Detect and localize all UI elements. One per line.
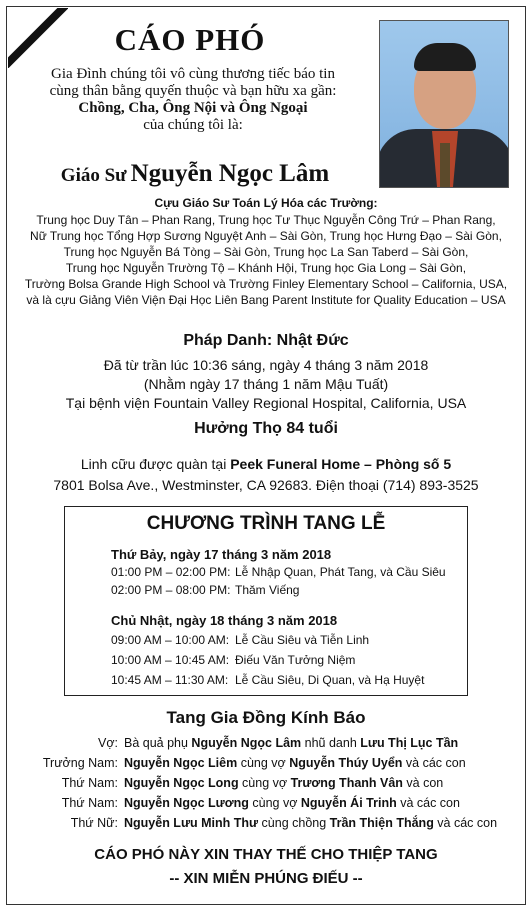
passing-line: Đã từ trần lúc 10:36 sáng, ngày 4 tháng 3 năm 2018 [103,357,429,373]
family-relation: Thứ Nữ: [70,816,118,830]
program-event [111,673,424,687]
family-text: Bà quả phụ [124,736,192,750]
event-desc: Lễ Nhập Quan, Phát Tang, và Cầu Siêu [235,565,446,579]
family-relation: Trưởng Nam: [42,756,118,770]
program-heading: CHƯƠNG TRÌNH TANG LỄ [146,513,386,534]
page-title: CÁO PHÓ [114,22,266,57]
funeral-home-address: 7801 Bolsa Ave., Westminster, CA 92683. Điện thoại (714) 893-3525 [53,477,479,493]
family-text: cùng vợ [237,756,290,770]
event-time: 10:00 AM – 10:45 AM: [111,653,230,667]
event-desc: Lễ Cầu Siêu, Di Quan, và Hạ Huyệt [235,673,425,687]
family-name: Nguyễn Ngọc Lâm [191,736,302,750]
family-name: Nguyễn Ngọc Liêm [124,756,238,770]
credential-line: Nữ Trung học Tổng Hợp Sương Nguyệt Anh – Sài Gòn, Trung học Hưng Đạo – Sài Gòn, [30,229,502,243]
program-day: Chủ Nhật, ngày 18 tháng 3 năm 2018 [111,613,338,628]
credential-line: Trung học Nguyễn Bá Tòng – Sài Gòn, Trung học La San Taberd – Sài Gòn, [63,245,469,259]
credential-line: và là cựu Giảng Viên Viện Đại Học Liên Bang Parent Institute for Quality Education – USA [26,293,506,307]
family-text: cùng vợ [248,796,301,810]
family-name: Trương Thanh Vân [290,776,403,790]
family-text: và các con [402,756,466,770]
family-text: và các con [433,816,498,830]
credential-line: Trung học Nguyễn Trường Tộ – Khánh Hội, Trung học Gia Long – Sài Gòn, [65,261,467,275]
family-heading: Tang Gia Đồng Kính Báo [166,708,366,727]
event-desc: Lễ Cầu Siêu và Tiễn Linh [235,633,370,647]
program-day: Thứ Bảy, ngày 17 tháng 3 năm 2018 [111,547,332,562]
family-text: và các con [396,796,460,810]
program-event [111,583,299,597]
family-name: Lưu Thị Lục Tần [360,736,459,750]
passing-info [0,356,532,413]
program-event [111,633,369,647]
passing-line: (Nhằm ngày 17 tháng 1 năm Mậu Tuất) [143,376,389,392]
family-name: Nguyễn Ngọc Lương [124,796,249,810]
credentials-heading: Cựu Giáo Sư Toán Lý Hóa các Trường: [154,196,378,210]
program-event [111,653,355,667]
funeral-program-box [64,506,468,696]
family-text: cùng chồng [258,816,330,830]
footer-no-flowers: -- XIN MIỄN PHÚNG ĐIẾU -- [169,870,363,887]
family-member [0,816,497,830]
family-name: Nguyễn Lưu Minh Thư [124,816,259,830]
program-event [111,565,446,579]
funeral-home-prefix: Linh cữu được quàn tại [80,456,231,472]
name-prefix: Giáo Sư [60,165,127,186]
portrait-photo [379,20,509,188]
family-relation: Thứ Nam: [61,776,118,790]
event-time: 02:00 PM – 08:00 PM: [111,583,231,597]
event-time: 09:00 AM – 10:00 AM: [111,633,230,647]
family-name: Trần Thiện Thắng [329,816,434,830]
intro-block [18,66,368,134]
event-desc: Điếu Văn Tưởng Niệm [235,653,356,667]
family-text: và con [402,776,444,790]
family-member [0,756,466,770]
deceased-name [10,160,380,188]
event-desc: Thăm Viếng [235,583,300,597]
event-time: 10:45 AM – 11:30 AM: [111,673,229,687]
family-text: cùng vợ [238,776,291,790]
passing-line: Tại bệnh viện Fountain Valley Regional Hospital, California, USA [65,395,467,411]
family-name: Nguyễn Thúy Uyển [289,756,403,770]
dharma-name: Pháp Danh: Nhật Đức [183,332,349,349]
event-time: 01:00 PM – 02:00 PM: [111,565,231,579]
footer-notice: CÁO PHÓ NÀY XIN THAY THẾ CHO THIỆP TANG [94,846,438,863]
name-text: Nguyễn Ngọc Lâm [130,160,330,187]
family-member [0,796,460,810]
intro-line: Gia Đình chúng tôi vô cùng thương tiếc báo tin [51,66,335,82]
intro-relation: Chồng, Cha, Ông Nội và Ông Ngoại [78,100,308,116]
credentials-list [10,212,522,308]
funeral-home-name: Peek Funeral Home – Phòng số 5 [230,456,452,472]
family-member [0,776,443,790]
family-name: Nguyễn Ngọc Long [124,776,239,790]
family-text: nhũ danh [301,736,361,750]
family-name: Nguyễn Ái Trinh [300,796,397,810]
intro-line: cùng thân bằng quyến thuộc và bạn hữu xa gần: [49,83,337,99]
family-relation: Thứ Nam: [61,796,118,810]
credential-line: Trường Bolsa Grande High School và Trường Finley Elementary School – California, USA, [24,277,508,291]
age-line: Hưởng Thọ 84 tuổi [194,420,338,437]
funeral-home-line [0,454,532,475]
funeral-home-info [0,454,532,496]
family-member [0,736,458,750]
intro-line: của chúng tôi là: [143,117,243,133]
credential-line: Trung học Duy Tân – Phan Rang, Trung học Tư Thục Nguyễn Công Trứ – Phan Rang, [36,213,496,227]
family-relation: Vợ: [97,736,118,750]
